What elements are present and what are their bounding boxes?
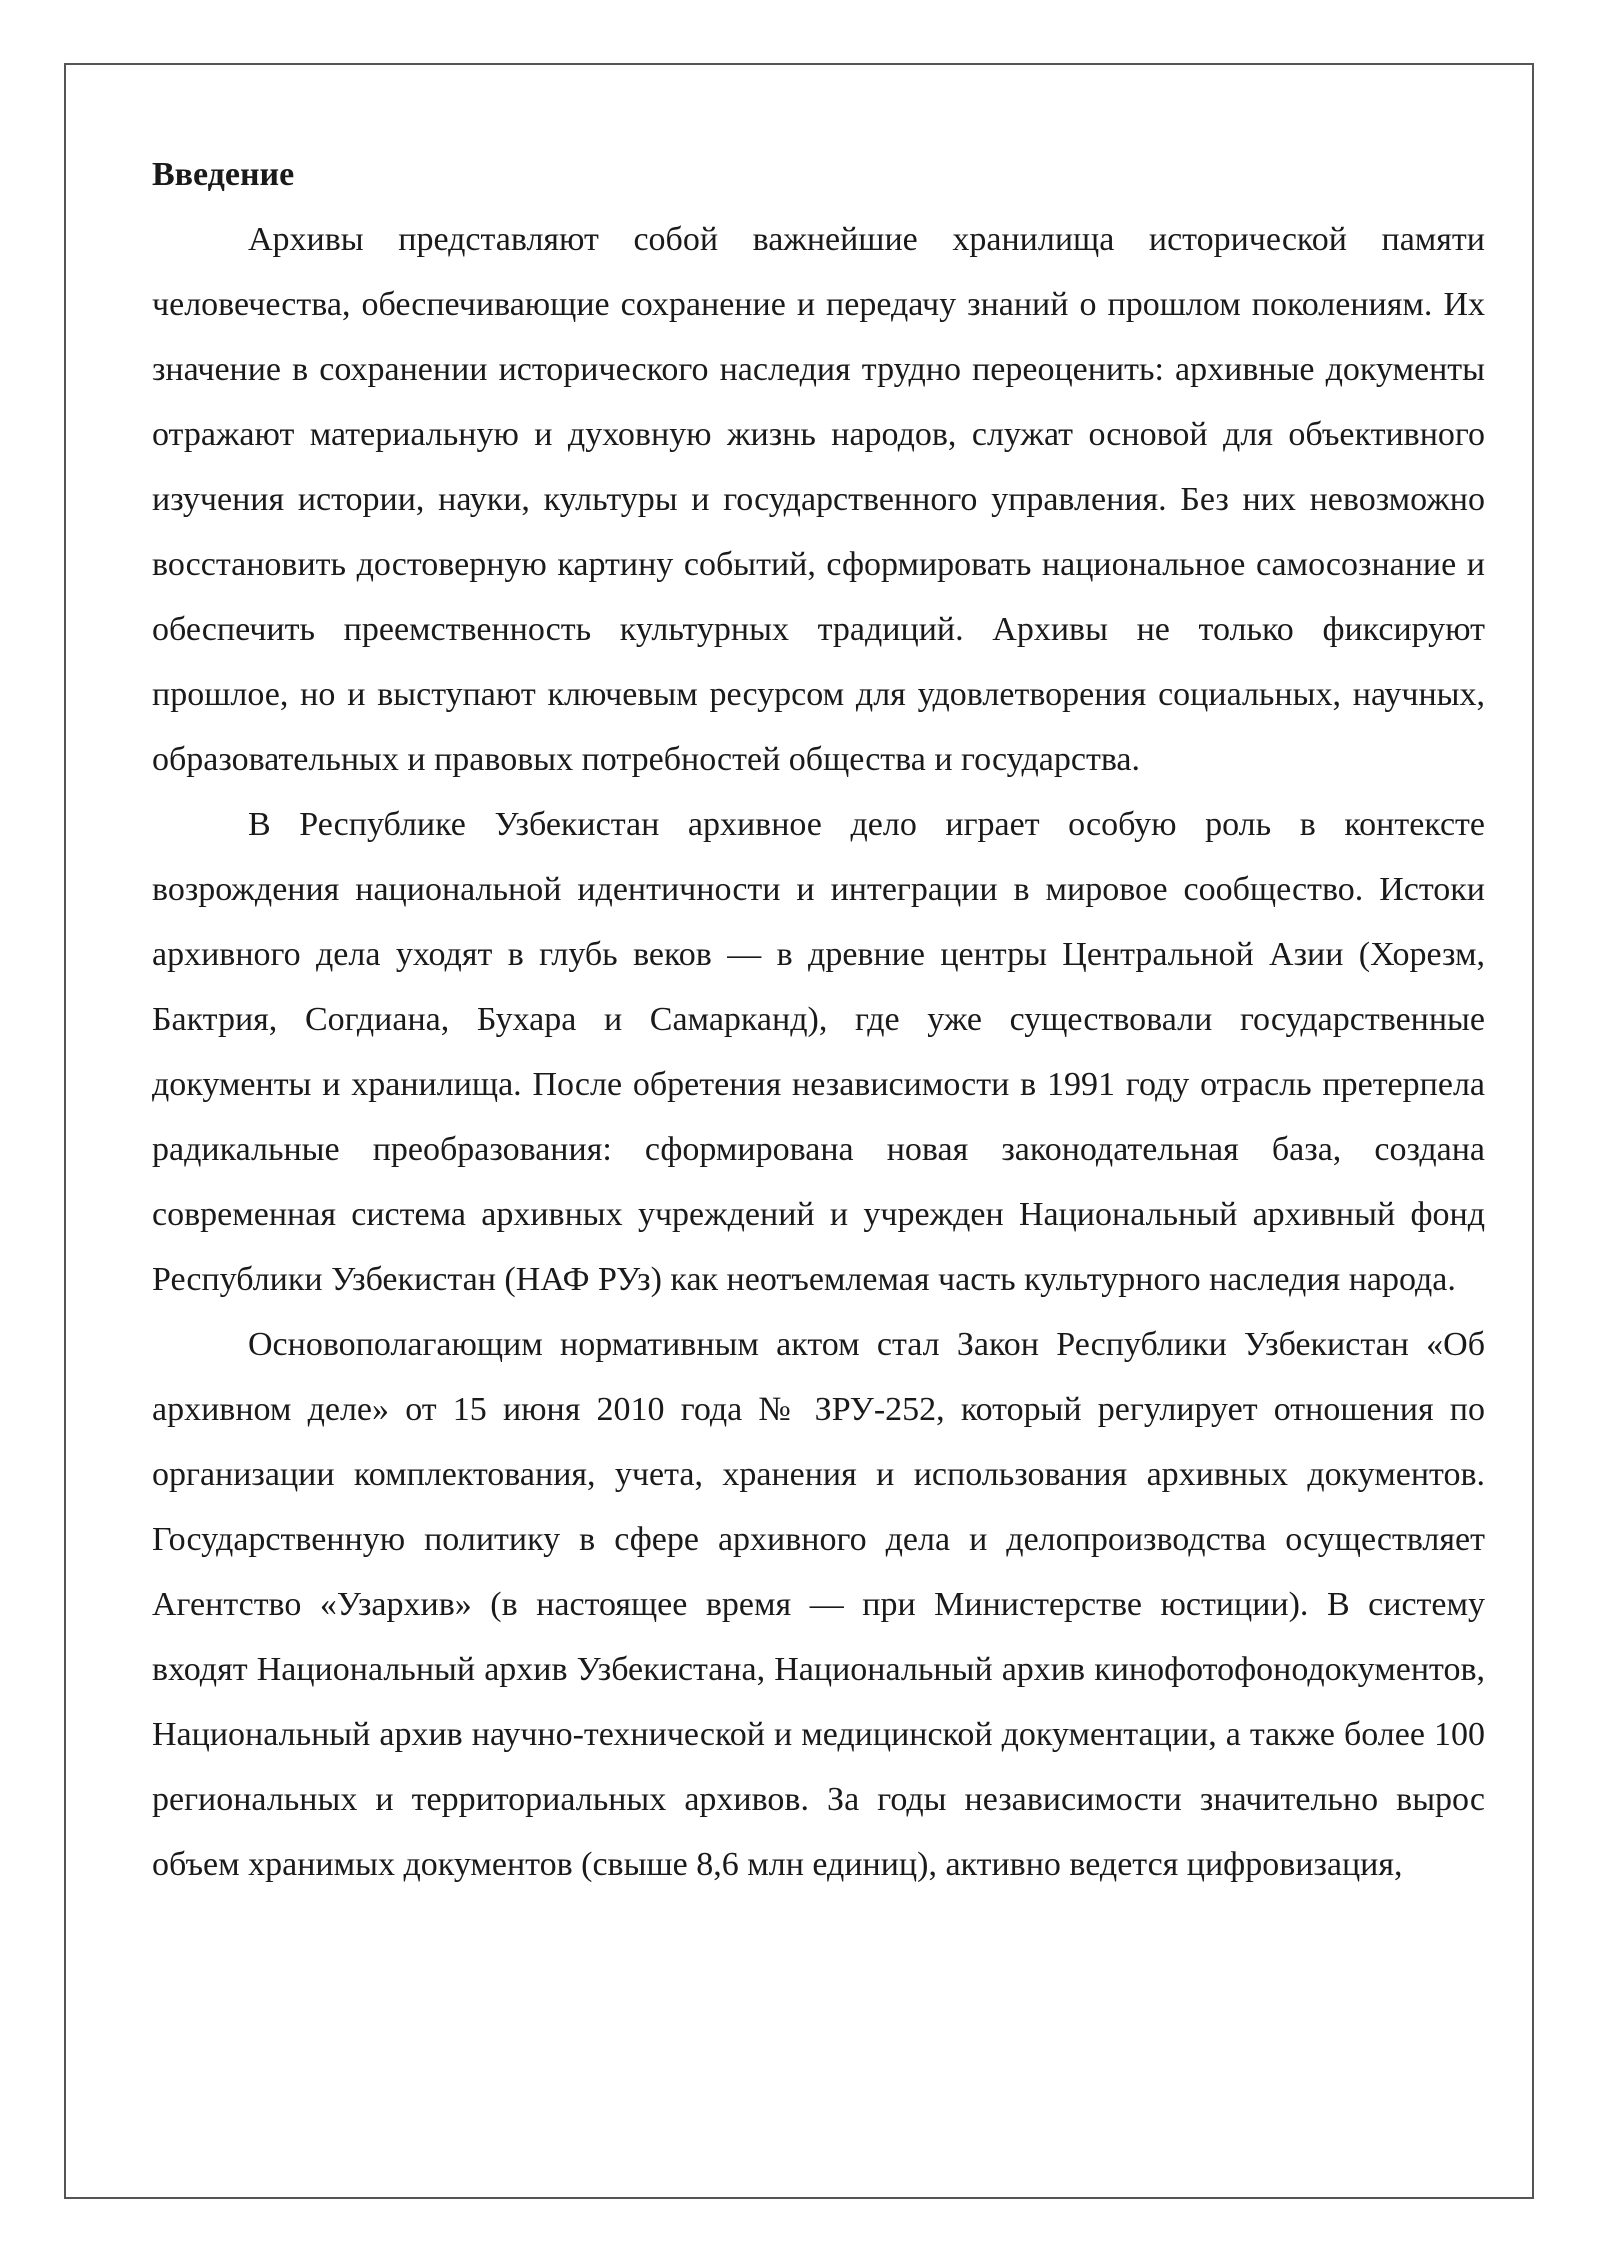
section-heading: Введение bbox=[152, 156, 295, 193]
paragraph-1: Архивы представляют собой важнейшие хранилища исторической памяти человечества, обеспечивающие сохранение и передачу знаний о прошлом поколениям. Их значение в сохранении исторического наследия трудно переоценить: архивные документы отражают материальную и духовную жизнь народов, служат основой для объективного изучения истории, науки, культуры и государственного управления. Без них невозможно восстановить достоверную картину событий, сформировать национальное самосознание и обеспечить преемственность культурных традиций. Архивы не только фиксируют прошлое, но и выступают ключевым ресурсом для удовлетворения социальных, научных, образовательных и правовых потребностей общества и государства. bbox=[152, 221, 1485, 778]
document-body bbox=[152, 142, 1485, 1897]
paragraph-3: Основополагающим нормативным актом стал Закон Республики Узбекистан «Об архивном деле» от 15 июня 2010 года № ЗРУ-252, который регулирует отношения по организации комплектования, учета, хранения и использования архивных документов. Государственную политику в сфере архивного дела и делопроизводства осуществляет Агентство «Узархив» (в настоящее время — при Министерстве юстиции). В систему входят Национальный архив Узбекистана, Национальный архив кинофотофонодокументов, Национальный архив научно-технической и медицинской документации, а также более 100 региональных и территориальных архивов. За годы независимости значительно вырос объем хранимых документов (свыше 8,6 млн единиц), активно ведется цифровизация, bbox=[152, 1326, 1485, 1883]
paragraph-2: В Республике Узбекистан архивное дело играет особую роль в контексте возрождения национальной идентичности и интеграции в мировое сообщество. Истоки архивного дела уходят в глубь веков — в древние центры Центральной Азии (Хорезм, Бактрия, Согдиана, Бухара и Самарканд), где уже существовали государственные документы и хранилища. После обретения независимости в 1991 году отрасль претерпела радикальные преобразования: сформирована новая законодательная база, создана современная система архивных учреждений и учрежден Национальный архивный фонд Республики Узбекистан (НАФ РУз) как неотъемлемая часть культурного наследия народа. bbox=[152, 806, 1485, 1298]
